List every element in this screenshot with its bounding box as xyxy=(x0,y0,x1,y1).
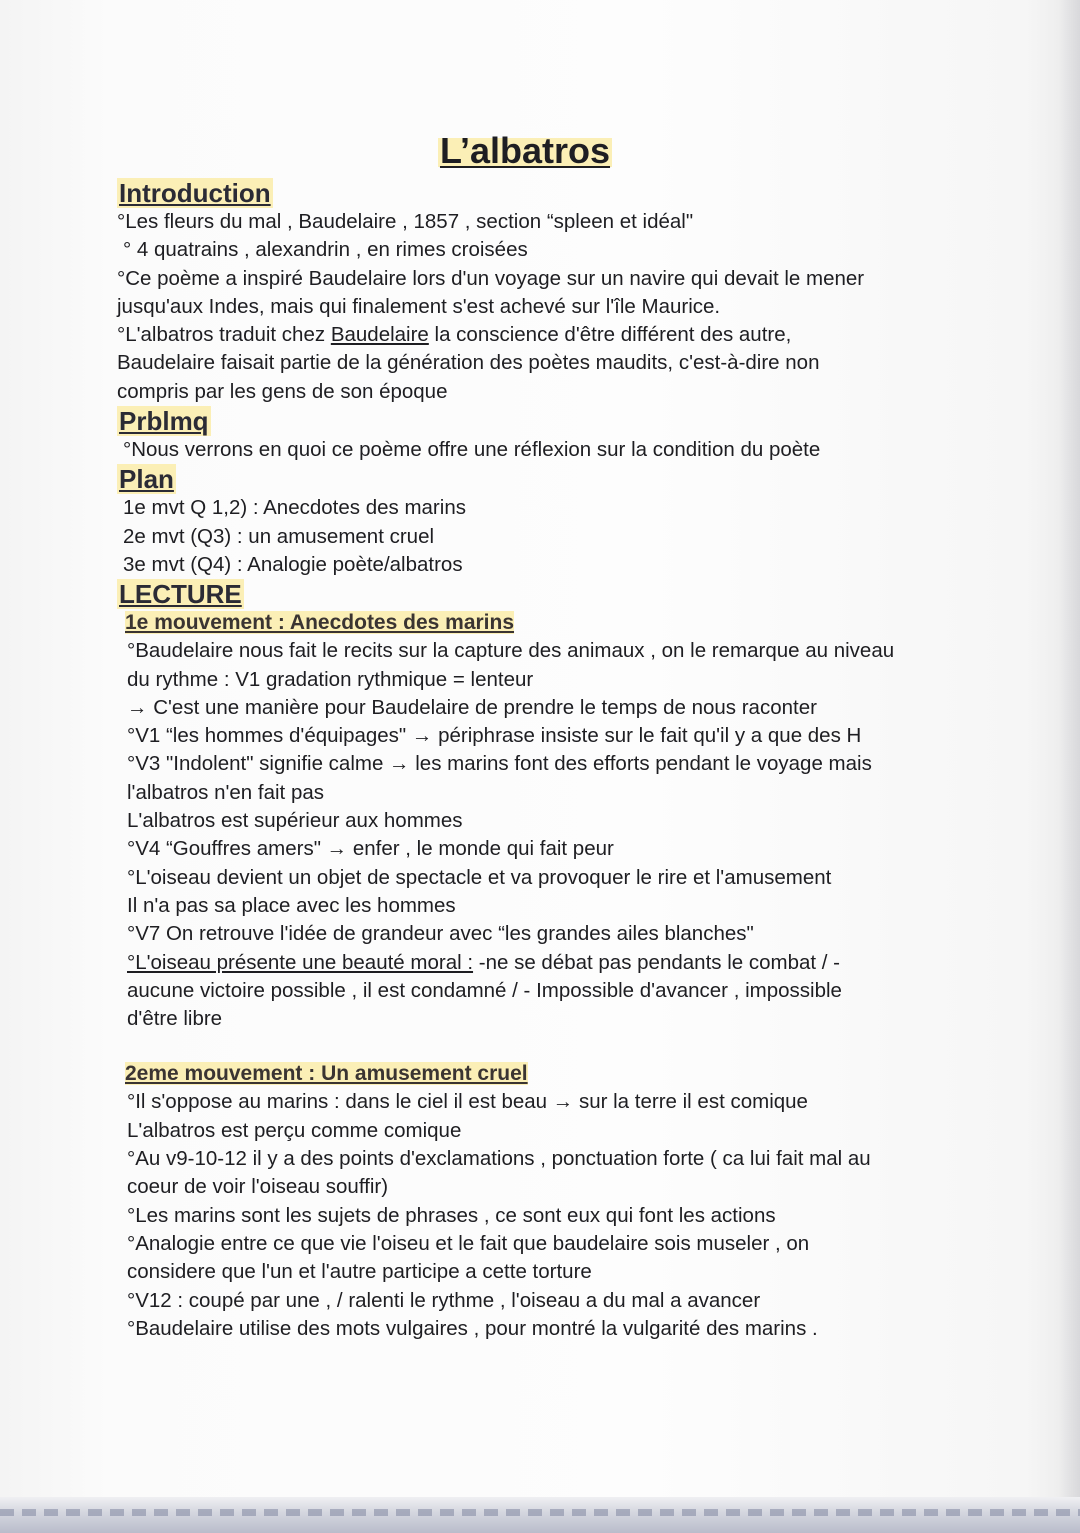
problematique-line: °Nous verrons en quoi ce poème offre une réflexion sur la condition du poète xyxy=(123,438,821,462)
plan-heading: Plan xyxy=(119,464,174,495)
plan-line: 3e mvt (Q4) : Analogie poète/albatros xyxy=(123,552,463,576)
mvt1-line: du rythme : V1 gradation rythmique = lenteur xyxy=(127,667,534,691)
mvt2-line: °Il s'oppose au marins : dans le ciel il est beau → sur la terre il est comique xyxy=(127,1090,808,1114)
page-title-text: L’albatros xyxy=(439,130,611,171)
lecture-heading: LECTURE xyxy=(119,579,242,610)
intro-line: compris par les gens de son époque xyxy=(117,379,448,403)
mvt1-heading: 1e mouvement : Anecdotes des marins xyxy=(125,611,515,635)
mvt1-line: °V4 “Gouffres amers" → enfer , le monde qui fait peur xyxy=(127,837,614,861)
problematique-heading: Prblmq xyxy=(119,406,209,437)
mvt1-line: °L'oiseau devient un objet de spectacle et va provoquer le rire et l'amusement xyxy=(127,865,832,889)
mvt2-line: °Analogie entre ce que vie l'oiseu et le fait que baudelaire sois museler , on xyxy=(127,1231,810,1255)
mvt2-line: °Les marins sont les sujets de phrases , ce sont eux qui font les actions xyxy=(127,1203,776,1227)
mvt2-line: °Au v9-10-12 il y a des points d'exclamations , ponctuation forte ( ca lui fait mal au xyxy=(127,1147,871,1171)
page-title xyxy=(0,128,1050,174)
mvt1-line: L'albatros est supérieur aux hommes xyxy=(127,809,463,833)
page-edge-shadow xyxy=(1058,0,1080,1533)
mvt2-line: °V12 : coupé par une , / ralenti le rythme , l'oiseau a du mal a avancer xyxy=(127,1288,761,1312)
mvt1-line: d'être libre xyxy=(127,1007,223,1031)
mvt1-line: Il n'a pas sa place avec les hommes xyxy=(127,893,456,917)
mvt2-line: °Baudelaire utilise des mots vulgaires , pour montré la vulgarité des marins . xyxy=(127,1316,818,1340)
intro-line: jusqu'aux Indes, mais qui finalement s'est achevé sur l'île Maurice. xyxy=(117,294,721,318)
section-gap xyxy=(117,1033,947,1060)
plan-line: 1e mvt Q 1,2) : Anecdotes des marins xyxy=(123,496,466,520)
mvt2-line: L'albatros est perçu comme comique xyxy=(127,1118,462,1142)
intro-line: °Ce poème a inspiré Baudelaire lors d'un voyage sur un navire qui devait le mener xyxy=(117,266,865,290)
intro-line: ° 4 quatrains , alexandrin , en rimes croisées xyxy=(123,238,528,262)
underlined-moral: °L'oiseau présente une beauté moral : xyxy=(127,950,474,974)
intro-line: °Les fleurs du mal , Baudelaire , 1857 , section “spleen et idéal" xyxy=(117,210,694,233)
introduction-heading: Introduction xyxy=(119,178,271,208)
mvt2-line: coeur de voir l'oiseau souffir) xyxy=(127,1175,389,1199)
mvt1-line: → C'est une manière pour Baudelaire de prendre le temps de nous raconter xyxy=(127,695,817,719)
mvt1-line: °V7 On retrouve l'idée de grandeur avec “les grandes ailes blanches" xyxy=(127,922,754,946)
mvt1-moral-line: °L'oiseau présente une beauté moral : -ne se débat pas pendants le combat / - xyxy=(127,950,840,974)
notes-body xyxy=(117,178,947,1343)
mvt2-line: considere que l'un et l'autre participe a cette torture xyxy=(127,1260,592,1284)
mvt1-line: °V1 “les hommes d'équipages" → périphrase insiste sur le fait qu'il y a que des H xyxy=(127,724,862,748)
sheet-protector-perforation xyxy=(0,1509,1080,1516)
underlined-baudelaire: Baudelaire xyxy=(330,323,429,347)
mvt1-line: l'albatros n'en fait pas xyxy=(127,780,325,804)
mvt1-line: °Baudelaire nous fait le recits sur la capture des animaux , on le remarque au niveau xyxy=(127,639,895,663)
mvt1-line: °V3 "Indolent" signifie calme → les marins font des efforts pendant le voyage mais xyxy=(127,752,872,776)
sheet-protector-edge xyxy=(0,1497,1080,1533)
mvt1-line: aucune victoire possible , il est condamné / - Impossible d'avancer , impossible xyxy=(127,978,842,1002)
intro-line: Baudelaire faisait partie de la génération des poètes maudits, c'est-à-dire non xyxy=(117,351,820,375)
plan-line: 2e mvt (Q3) : un amusement cruel xyxy=(123,524,435,548)
mvt2-heading: 2eme mouvement : Un amusement cruel xyxy=(125,1062,528,1086)
intro-line-albatros: °L'albatros traduit chez Baudelaire la conscience d'être différent des autre, xyxy=(117,323,792,347)
